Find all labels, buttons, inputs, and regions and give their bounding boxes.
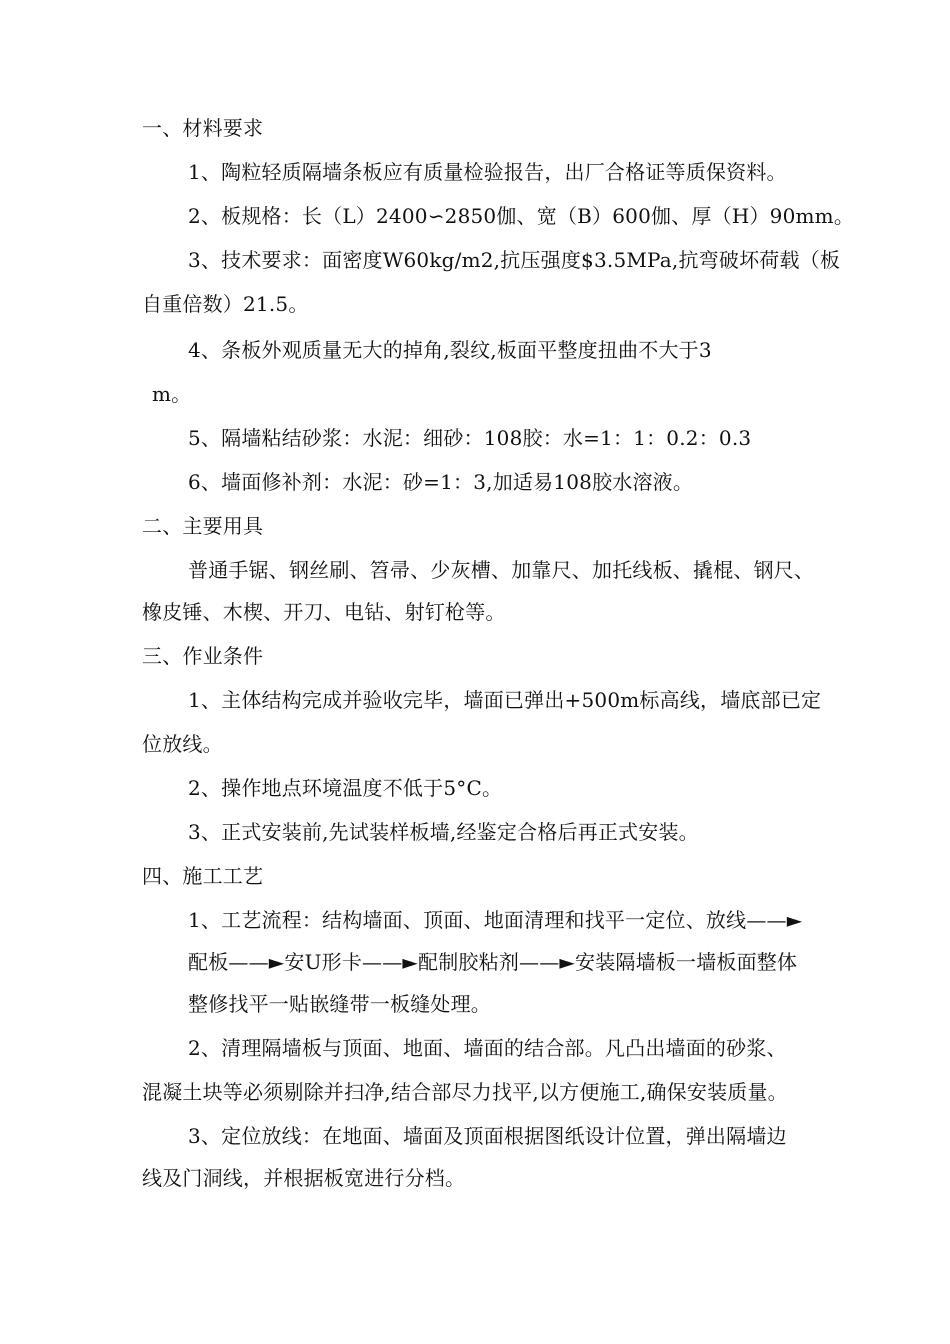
process-item-3-cont: 线及门洞线，并根据板宽进行分档。: [142, 1166, 466, 1190]
section-heading-process: 四、施工工艺: [142, 864, 264, 888]
material-item-1: 1、陶粒轻质隔墙条板应有质量检验报告，出厂合格证等质保资料。: [188, 160, 787, 184]
tools-list-cont: 橡皮锤、木楔、开刀、电钻、射钉枪等。: [142, 600, 506, 624]
process-item-1-cont-1: 配板——►安U形卡——►配制胶粘剂——►安装隔墙板一墙板面整体: [188, 950, 798, 974]
section-heading-materials: 一、材料要求: [142, 116, 264, 140]
process-item-1: 1、工艺流程：结构墙面、顶面、地面清理和找平一定位、放线——►: [188, 908, 803, 932]
material-item-2: 2、板规格：长（L）2400∽2850伽、宽（B）600伽、厚（H）90mm。: [188, 204, 855, 228]
tools-list: 普通手锯、钢丝刷、笤帚、少灰槽、加靠尺、加托线板、撬棍、钢尺、: [188, 558, 815, 582]
material-item-3-cont: 自重倍数）21.5。: [142, 292, 309, 316]
process-item-3: 3、定位放线：在地面、墙面及顶面根据图纸设计位置，弹出隔墙边: [188, 1124, 787, 1148]
condition-item-1-cont: 位放线。: [142, 732, 223, 756]
material-item-4-cont: m。: [152, 382, 192, 406]
process-item-2: 2、清理隔墙板与顶面、地面、墙面的结合部。凡凸出墙面的砂浆、: [188, 1036, 787, 1060]
material-item-5: 5、隔墙粘结砂浆：水泥：细砂：108胶：水=1：1：0.2：0.3: [188, 426, 752, 450]
material-item-4: 4、条板外观质量无大的掉角,裂纹,板面平整度扭曲不大于3: [188, 338, 712, 362]
condition-item-2: 2、操作地点环境温度不低于5°C。: [188, 776, 503, 800]
process-item-2-cont: 混凝土块等必须剔除并扫净,结合部尽力找平,以方便施工,确保安装质量。: [142, 1080, 788, 1104]
material-item-6: 6、墙面修补剂：水泥：砂=1：3,加适易108胶水溶液。: [188, 470, 694, 494]
condition-item-1: 1、主体结构完成并验收完毕，墙面已弹出+500m标高线，墙底部已定: [188, 688, 822, 712]
material-item-3: 3、技术要求：面密度W60kg/m2,抗压强度$3.5MPa,抗弯破坏荷载（板: [188, 248, 841, 272]
section-heading-conditions: 三、作业条件: [142, 644, 264, 668]
section-heading-tools: 二、主要用具: [142, 514, 264, 538]
process-item-1-cont-2: 整修找平一贴嵌缝带一板缝处理。: [188, 992, 491, 1016]
condition-item-3: 3、正式安装前,先试装样板墙,经鉴定合格后再正式安装。: [188, 820, 699, 844]
